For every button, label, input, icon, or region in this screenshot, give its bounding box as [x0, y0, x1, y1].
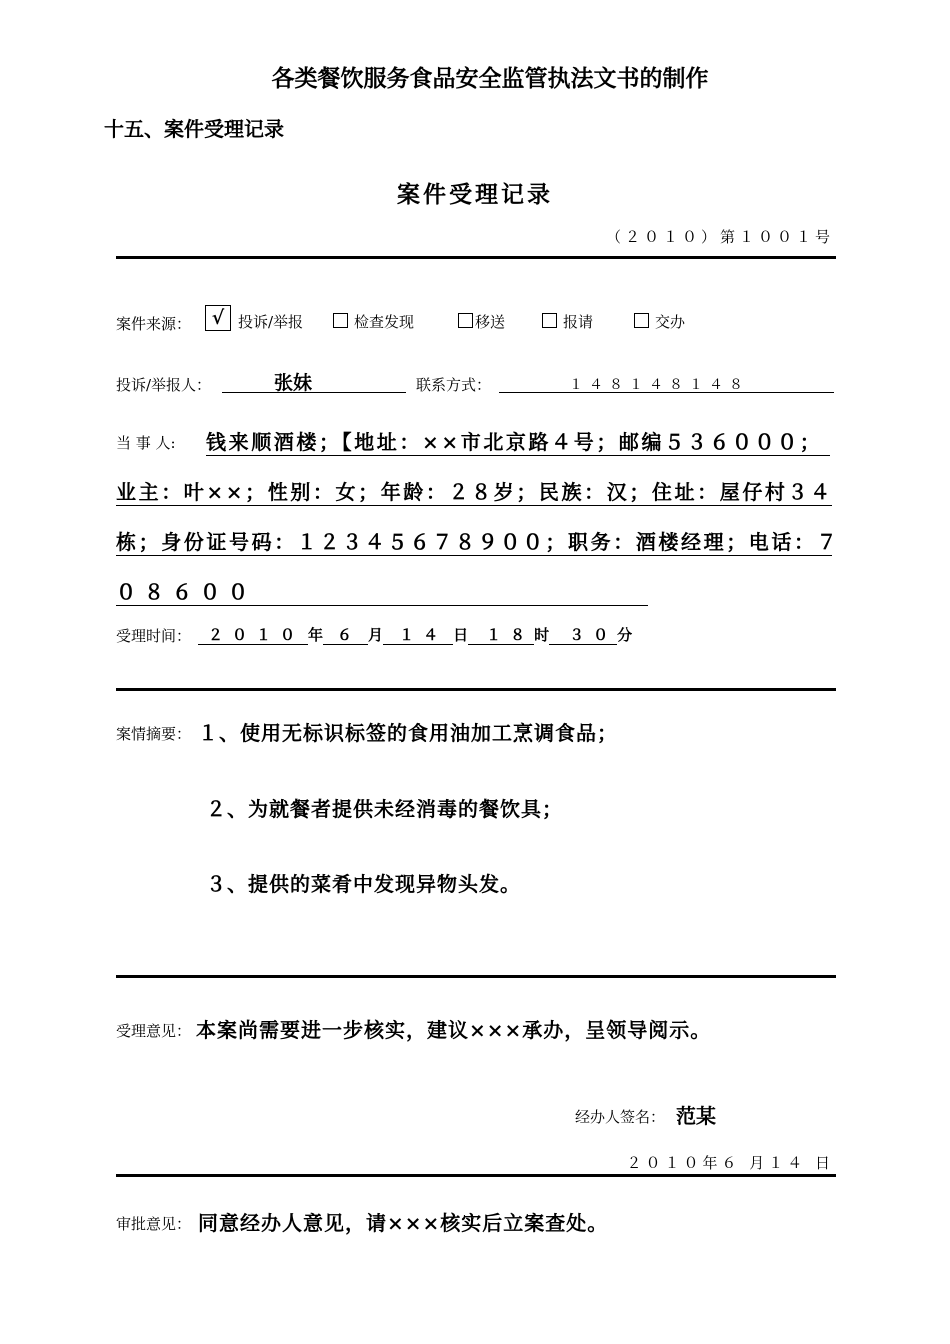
month-unit: 月 — [368, 626, 384, 644]
empty-checkbox[interactable] — [333, 313, 348, 328]
empty-checkbox[interactable] — [458, 313, 473, 328]
divider — [116, 256, 836, 259]
divider — [116, 688, 836, 691]
day-unit: 日 — [453, 626, 469, 644]
contact-value: １４８１４８１４８ — [569, 377, 749, 393]
opinion-label: 受理意见： — [116, 1022, 192, 1040]
option-inspection[interactable] — [333, 311, 414, 332]
signature-label: 经办人签名： — [575, 1108, 666, 1126]
section-heading: 十五、案件受理记录 — [104, 117, 284, 141]
signature-name: 范某 — [676, 1104, 716, 1128]
approval-label: 审批意见： — [116, 1215, 192, 1233]
accept-time — [198, 624, 632, 645]
option-label: 交办 — [655, 313, 686, 331]
month-value[interactable]: ６ — [323, 626, 368, 645]
party-line-3: 栋；身份证号码：１２３４５６７８９００；职务：酒楼经理；电话：７ — [116, 526, 832, 556]
document-number: （２０１０）第１００１号 — [605, 228, 834, 246]
summary-item-3: ３、提供的菜肴中发现异物头发。 — [206, 872, 521, 896]
option-assign[interactable] — [634, 311, 685, 332]
empty-checkbox[interactable] — [542, 313, 557, 328]
minute-value[interactable]: ３０ — [549, 626, 617, 645]
day-value[interactable]: １４ — [383, 626, 453, 645]
complainant-name-field[interactable] — [222, 368, 406, 393]
contact-label: 联系方式： — [416, 376, 492, 394]
party-line-1: 钱来顺酒楼；【地址：××市北京路４号；邮编５３６０００； — [206, 426, 830, 456]
party-line-2: 业主：叶××；性别：女；年龄：２８岁；民族：汉；住址：屋仔村３４ — [116, 476, 832, 506]
option-report[interactable] — [542, 311, 593, 332]
hour-value[interactable]: １８ — [468, 626, 534, 645]
approval-text: 同意经办人意见，请×××核实后立案查处。 — [198, 1211, 609, 1235]
accept-time-label: 受理时间： — [116, 627, 192, 645]
year-unit: 年 — [308, 626, 324, 644]
year-value[interactable]: ２０１０ — [198, 626, 308, 645]
summary-label: 案情摘要： — [116, 725, 192, 743]
party-label: 当 事 人: — [116, 434, 176, 452]
opinion-text: 本案尚需要进一步核实，建议×××承办，呈领导阅示。 — [196, 1018, 712, 1042]
complainant-label: 投诉/举报人： — [116, 376, 212, 394]
party-line-4: ０８６００ — [116, 576, 648, 606]
contact-field[interactable] — [499, 368, 834, 393]
case-source-label: 案件来源： — [116, 315, 192, 333]
checked-checkbox[interactable]: √ — [205, 305, 231, 331]
complainant-name: 张妹 — [274, 372, 313, 394]
hour-unit: 时 — [534, 626, 550, 644]
option-label: 报请 — [563, 313, 594, 331]
option-transfer[interactable] — [458, 311, 505, 332]
summary-item-2: ２、为就餐者提供未经消毒的餐饮具； — [206, 797, 563, 821]
minute-unit: 分 — [617, 626, 633, 644]
option-label: 检查发现 — [354, 313, 415, 331]
document-title: 各类餐饮服务食品安全监管执法文书的制作 — [271, 66, 709, 92]
option-label: 移送 — [475, 313, 506, 331]
divider — [116, 1174, 836, 1177]
summary-item-1: １、使用无标识标签的食用油加工烹调食品； — [198, 721, 618, 745]
signature-date: ２０１０年６ 月１４ 日 — [626, 1154, 834, 1172]
empty-checkbox[interactable] — [634, 313, 649, 328]
divider — [116, 975, 836, 978]
form-title: 案件受理记录 — [397, 181, 553, 208]
option-complaint[interactable] — [238, 311, 303, 332]
option-label: 投诉/举报 — [238, 313, 304, 331]
